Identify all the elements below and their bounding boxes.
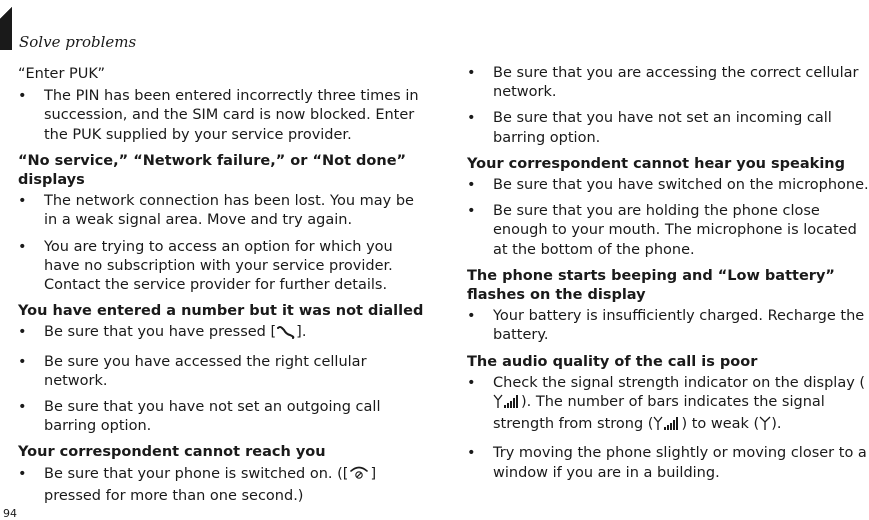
list-item: • Be sure that you are holding the phone close enough to your mouth. The microphone is located at the bottom of the phone.: [467, 202, 869, 260]
audio-quality-list: [467, 374, 869, 483]
list-item: • The PIN has been entered incorrectly three times in succession, and the SIM card is now blocked. Enter the PUK supplied by your service provider.: [18, 87, 428, 145]
signal-strength-full-icon: [493, 393, 521, 415]
cannot-hear-heading: Your correspondent cannot hear you speaking: [467, 155, 845, 172]
list-item-text: ) to weak (: [681, 416, 760, 433]
list-item-text: ).: [771, 416, 782, 433]
list-item-text: Check the signal strength indicator on the display (: [493, 374, 866, 391]
header-accent-bar: [0, 0, 12, 50]
right-column: [467, 60, 869, 490]
low-battery-heading: The phone starts beeping and “Low battery” flashes on the display: [467, 267, 835, 304]
signal-strength-full-icon: [653, 415, 681, 437]
list-item: [18, 323, 428, 345]
not-dialled-heading: You have entered a number but it was not dialled: [18, 303, 424, 320]
list-item: • Be sure that you have switched on the microphone.: [467, 176, 869, 195]
no-service-list: [18, 192, 428, 295]
cannot-hear-list: [467, 176, 869, 260]
list-item: • Be sure that you have not set an incoming call barring option.: [467, 109, 869, 147]
enter-puk-list: [18, 87, 428, 145]
page-number: 94: [3, 507, 17, 520]
low-battery-list: [467, 307, 869, 345]
list-item-text: ). The number of bars indicates the signal strength from strong (: [493, 394, 825, 433]
signal-strength-weak-icon: [759, 415, 771, 437]
list-item: • Try moving the phone slightly or moving closer to a window if you are in a building.: [467, 444, 869, 482]
list-item-text: Be sure that your phone is switched on. ([: [44, 465, 349, 482]
send-key-icon: [276, 325, 296, 345]
no-service-heading: “No service,” “Network failure,” or “Not done” displays: [18, 152, 407, 189]
list-item: • You are trying to access an option for which you have no subscription with your service provider. Contact the service provider for further details.: [18, 238, 428, 296]
network-list: [467, 64, 869, 148]
page-header-title: Solve problems: [19, 33, 137, 51]
cannot-reach-list: [18, 465, 428, 506]
list-item: [467, 374, 869, 438]
not-dialled-list: [18, 323, 428, 436]
list-item: • Your battery is insufficiently charged. Recharge the battery.: [467, 307, 869, 345]
list-item: [18, 465, 428, 506]
audio-quality-heading: The audio quality of the call is poor: [467, 353, 758, 370]
list-item: • Be sure that you have not set an outgoing call barring option.: [18, 398, 428, 436]
list-item: • The network connection has been lost. You may be in a weak signal area. Move and try again.: [18, 192, 428, 230]
cannot-reach-heading: Your correspondent cannot reach you: [18, 444, 326, 461]
list-item-text: ].: [296, 324, 307, 341]
list-item-text: Be sure that you have pressed [: [44, 324, 277, 341]
list-item: • Be sure you have accessed the right cellular network.: [18, 353, 428, 391]
power-end-key-icon: [348, 465, 370, 487]
left-column: [18, 60, 428, 513]
list-item: • Be sure that you are accessing the correct cellular network.: [467, 64, 869, 102]
enter-puk-title: “Enter PUK”: [18, 66, 105, 82]
list-item-text: ] pressed for more than one second.): [44, 465, 377, 504]
